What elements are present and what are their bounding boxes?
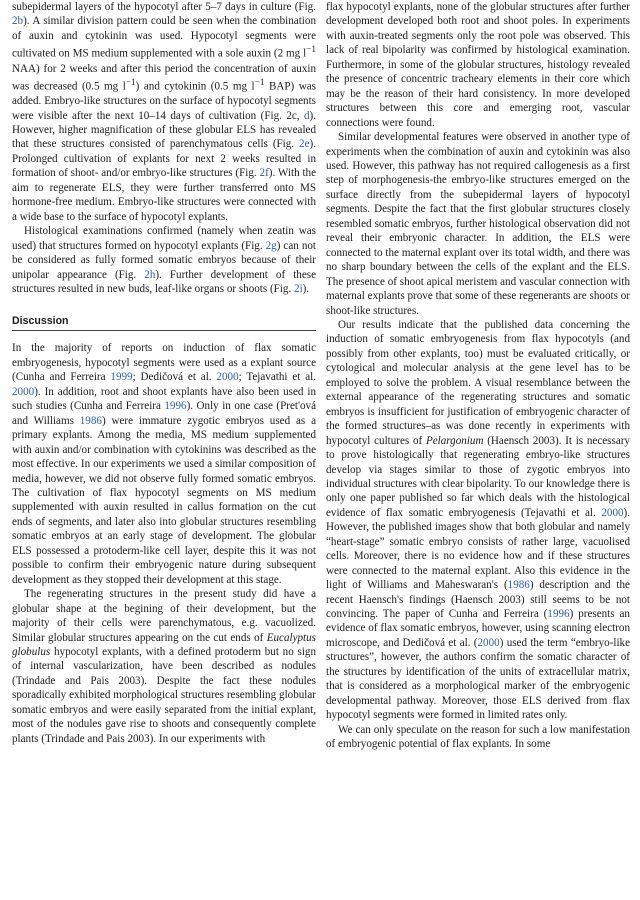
paragraph: Histological examinations confirmed (namely when zeatin was used) that structures formed on hypocotyl explants (Fig. 2g) can not be considered as fully formed somatic embryos because of their unipolar appearance (Fig. 2h). Further development of these structures resulted in new buds, leaf-like organs or shoots (Fig. 2i).: [12, 225, 317, 295]
citation-link[interactable]: 1996: [164, 400, 187, 413]
citation-link[interactable]: 2000: [601, 506, 624, 519]
paragraph: Our results indicate that the published data concerning the induction of somatic embryogenesis from flax hypocotyls (and possibly from other explants, too) must be evaluated critically, or cytological and molecular analysis at the gene level has to be employed to solve the problem. A visual resemblance between the external appearance of the regenerating structures and somatic embryos is insufficient for justification of embryogenic character of the formed structures–as was done recently in experiments with hypocotyl cultures of Pelargonium (Haensch 2003). It is necessary to prove histologically that regenerating embryo-like structures develop via stages similar to those of zygotic embryos into individual structures with clear bipolarity. To our knowledge there is only one paper published so far which deals with the histological evidence of flax somatic embryogenesis (Tejavathi et al. 2000). However, the published images show that both globular and namely “heart-stage” somatic embryo consists of rather large, vacuolised cells. Moreover, there is no evidence how and if these structures were connected to the maternal explant. Also this evidence in the light of Williams and Maheswaran's (1986) description and the recent Haensch's findings (Haensch 2003) still seems to be not convincing. The paper of Cunha and Ferreira (1996) presents an evidence of flax somatic embryos, however, using scanning electron microscope, and Dedičová et al. (2000) used the term “embryo-like structures”, however, the authors confirm the somatic character of the structures by identification of the units of extracellular matrix, that is considered as a morphological marker of the embryogenic developmental pathway. Moreover, those ELS derived from flax hypocotyl segments were formed in limited rates only.: [326, 318, 631, 722]
paragraph: In the majority of reports on induction of flax somatic embryogenesis, hypocotyl segments were used as a explant source (Cunha and Ferreira 1999; Dedičová et al. 2000; Tejavathi et al. 2000). In addition, root and shoot explants have also been used in such studies (Cunha and Ferreira 1996). Only in one case (Pret'ová and Williams 1986) were immature zygotic embryos used as a primary explants. Among the media, MS medium supplemented with auxin and/or combination with cytokinins was described as the most effective. In our experiments we used a similar composition of media, however, we did not observe fully formed somatic embryos. The cultivation of flax hypocotyl segments on MS medium supplemented with auxin resulted in callus formation on the cut ends of segments, and later also into globular structures resembling somatic embryos at an early stage of development. The globular ELS possessed a protoderm-like cell layer, despite this it was not possible to confirm their embryogenic nature during subsequent development as they stopped their development at this stage.: [12, 342, 316, 586]
superscript: −1: [125, 77, 136, 88]
paragraph: flax hypocotyl explants, none of the globular structures after further development developed both root and shoot poles. In experiments with auxin-treated segments only the root pole was observed. This lack of real bipolarity was confirmed by histological examination. Furthermore, in some of the globular structures, histology revealed the presence of concentric tracheary elements in their core which may be the reason of their hard consistency. In more developed structures between this core and emerging root, vascular connections were found.: [326, 1, 630, 129]
citation-link[interactable]: 2b: [12, 15, 24, 28]
right-column: [326, 0, 630, 752]
citation-link[interactable]: 1986: [79, 414, 102, 427]
paragraph: subepidermal layers of the hypocotyl after 5–7 days in culture (Fig. 2b). A similar division pattern could be seen when the combination of auxin and cytokinin was used. Hypocotyl segments were cultivated on MS medium supplemented with a sole auxin (2 mg $l^{-1}$ NAA) for 2 weeks and after this period the concentration of auxin was decreased (0.5 mg $l^{-1}$) and cytokinin (0.5 mg $l^{-1}$ BAP) was added. Embryo-like structures on the surface of hypocotyl segments were visible after the next 10–14 days of cultivation (Fig. 2c, d). However, higher magnification of these globular ELS has revealed that these structures consisted of parenchymatous cells (Fig. 2e). Prolonged cultivation of explants for next 2 weeks resulted in formation of shoot- and/or embryo-like structures (Fig. 2f). With the aim to regenerate ELS, they were further transferred onto MS hormone-free medium. Embryo-like structures were connected with a wide base to the surface of hypocotyl explants.: [12, 1, 317, 223]
citation-link[interactable]: 1999: [110, 371, 133, 384]
superscript: −1: [254, 77, 265, 88]
section-divider: [12, 330, 316, 331]
citation-link[interactable]: 2e: [299, 138, 310, 151]
citation-link[interactable]: 2000: [477, 636, 500, 649]
left-column: [12, 0, 316, 746]
italic-term: Eucalyptus globulus: [12, 631, 316, 658]
paragraph: The regenerating structures in the present study did have a globular shape at the begining of their development, but the majority of their cells were parenchymatous, e.g. vacuolized. Similar globular structures appearing on the cut ends of Eucalyptus globulus hypocotyl explants, with a defined protoderm but no sign of internal vascularization, have been described as nodules (Trindade and Pais 2003). Despite the fact these nodules sporadically exhibited morphological structures resembling globular somatic embryos and were easily separated from the initial explant, most of the nodules gave rise to shoots and consequently complete plants (Trindade and Pais 2003). In our experiments with: [12, 588, 316, 745]
paragraph: We can only speculate on the reason for such a low manifestation of embryogenic potential of flax explants. In some: [326, 723, 630, 751]
citation-link[interactable]: 2000: [216, 371, 239, 384]
section-heading-block: [12, 314, 316, 331]
citation-link[interactable]: 2g: [265, 239, 277, 252]
italic-term: Pelargonium: [425, 434, 484, 447]
paragraph: Similar developmental features were observed in another type of experiments when the combination of auxin and cytokinin was also used. However, this pathway has not required callogenesis as a first step of morphogenesis-the embryo-like structures emerged on the surface directly from the subepidermal layers of hypocotyl segments. Despite the fact that the first globular structures closely resembled somatic embryos, further histological observation did not reveal their embryonic character. In addition, the ELS were connected to the maternal explant over its total width, and there was no sharp boundary between the cells of the explant and the ELS. The presence of shoot apical meristem and vascular connection with maternal explants prove that some of these regenerants are shoots or shoot-like structures.: [326, 131, 630, 317]
citation-link[interactable]: 2f: [259, 167, 269, 180]
citation-link[interactable]: 1986: [507, 579, 530, 592]
citation-link[interactable]: 1996: [547, 608, 570, 621]
citation-link[interactable]: 2h: [144, 268, 156, 281]
superscript: −1: [306, 45, 316, 56]
citation-link[interactable]: d: [303, 109, 310, 122]
citation-link[interactable]: 2000: [12, 385, 35, 398]
section-heading-discussion: Discussion: [12, 315, 69, 328]
citation-link[interactable]: 2i: [294, 282, 303, 295]
